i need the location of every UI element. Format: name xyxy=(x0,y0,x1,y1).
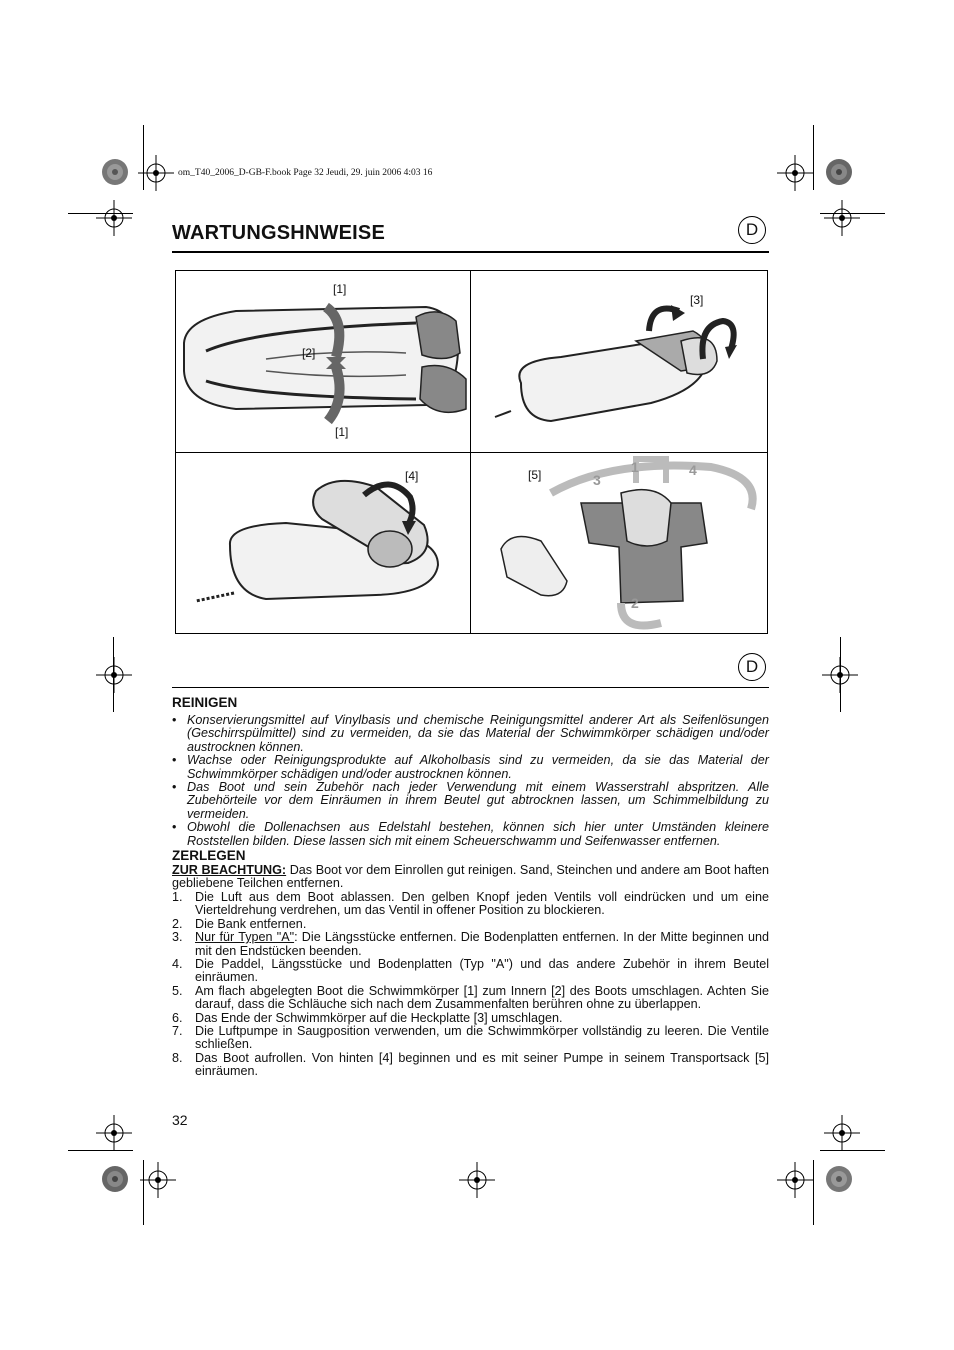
bullet-item: • Wachse oder Reinigungsprodukte auf Alkoholbasis sind zu vermeiden, da sie das Material der Schwimmkörper schädigen und/oder austrocknen können. xyxy=(172,754,769,781)
step-text: Das Boot aufrollen. Von hinten [4] beginnen und es mit seiner Pumpe in seinem Transportsack [5] einräumen. xyxy=(195,1050,769,1079)
step-number-2: 2 xyxy=(631,595,639,611)
attention-text: Das Boot vor dem Einrollen gut reinigen. Sand, Steinchen und andere am Boot haften gebliebene Teilchen entfernen. xyxy=(172,863,769,891)
color-target-icon xyxy=(101,158,129,186)
step-text: Die Bank entfernen. xyxy=(195,916,307,931)
registration-mark-icon xyxy=(824,200,860,236)
step-text: Am flach abgelegten Boot die Schwimmkörper [1] zum Innern [2] des Boots umschlagen. Achten Sie darauf, dass die Schläuche sich nach dem Zusammenfalten berühren ohne zu überlappen. xyxy=(195,983,769,1012)
registration-mark-icon xyxy=(140,1162,176,1198)
step-item xyxy=(172,1025,769,1052)
step-item xyxy=(172,1052,769,1079)
step-number: 7. xyxy=(172,1023,183,1038)
step-text: Die Luftpumpe in Saugposition verwenden, um die Schwimmkörper vollständig zu leeren. Die Ventile schließen. xyxy=(195,1023,769,1052)
panel-4-pack-bag xyxy=(471,453,768,634)
step-number: 3. xyxy=(172,930,183,945)
step-text: Die Luft aus dem Boot ablassen. Den gelben Knopf jeden Ventils voll eindrücken und um eine Vierteldrehung verdrehen, um das Ventil in offener Position zu blockieren. xyxy=(195,889,769,918)
step-text: Das Ende der Schwimmkörper auf die Heckplatte [3] umschlagen. xyxy=(195,1010,563,1025)
registration-mark-icon xyxy=(96,1115,132,1151)
language-badge-lower: D xyxy=(738,653,766,681)
color-target-icon xyxy=(101,1165,129,1193)
registration-mark-icon xyxy=(96,657,132,693)
bullet-item: • Obwohl die Dollenachsen aus Edelstahl bestehen, können sich hier unter Umständen kleinere Roststellen bilden. Diese lassen sich mit einem Scheuerschwamm und Seifenwasser entfernen. xyxy=(172,821,769,848)
language-badge: D xyxy=(738,216,766,244)
folding-illustration xyxy=(175,270,768,634)
bullet-item: • Konservierungsmittel auf Vinylbasis und chemische Reinigungsmittel anderer Art als Seifenlösungen (Geschirrspülmittel) sind zu vermeiden, da sie das Material der Schwimmkörper schädigen und/oder austrocknen können. xyxy=(172,714,769,754)
step-item xyxy=(172,891,769,918)
page-title: WARTUNGSHNWEISE xyxy=(172,222,385,244)
attention-label: ZUR BEACHTUNG: xyxy=(172,863,287,878)
step-text: Die Paddel, Längsstücke und Bodenplatten (Typ "A") und das andere Zubehör in ihrem Beutel einräumen. xyxy=(195,956,769,985)
step-number-4: 4 xyxy=(689,462,697,478)
step-item xyxy=(172,931,769,958)
disassembly-steps xyxy=(172,891,769,1079)
label-bag: [5] xyxy=(528,468,542,482)
registration-mark-icon xyxy=(777,155,813,191)
step-prefix: Nur für Typen "A" xyxy=(195,930,295,945)
step-number: 2. xyxy=(172,916,183,931)
panel-1-boat-folding xyxy=(176,271,470,452)
page-number: 32 xyxy=(172,1112,188,1128)
step-number-3: 3 xyxy=(593,472,601,488)
step-item xyxy=(172,985,769,1012)
color-target-icon xyxy=(825,1165,853,1193)
registration-mark-icon xyxy=(777,1162,813,1198)
bullet-item: • Das Boot und sein Zubehör nach jeder Verwendung mit einem Wasserstrahl abspritzen. Alle Zubehörteile vor dem Einräumen in ihrem Beutel gut abtrocknen lassen, um Schimmelbildung zu vermeiden. xyxy=(172,781,769,821)
label-float-top: [1] xyxy=(333,282,347,296)
attention-note xyxy=(172,864,769,891)
section-rule xyxy=(172,687,769,688)
registration-mark-icon xyxy=(96,200,132,236)
step-number: 4. xyxy=(172,956,183,971)
registration-mark-icon xyxy=(824,1115,860,1151)
label-transom: [3] xyxy=(690,293,704,307)
step-number-1: 1 xyxy=(631,459,639,475)
step-item xyxy=(172,958,769,985)
label-rear: [4] xyxy=(405,469,419,483)
cleaning-bullets xyxy=(172,714,769,848)
panel-3-rolling xyxy=(176,453,470,634)
label-inner: [2] xyxy=(302,346,316,360)
section-heading-cleaning: REINIGEN xyxy=(172,695,238,710)
panel-2-fold-to-transom xyxy=(471,271,768,452)
step-number: 1. xyxy=(172,889,183,904)
step-item xyxy=(172,1012,769,1025)
step-item xyxy=(172,918,769,931)
registration-mark-icon xyxy=(459,1162,495,1198)
registration-mark-icon xyxy=(138,155,174,191)
registration-mark-icon xyxy=(822,657,858,693)
step-number: 5. xyxy=(172,983,183,998)
title-rule xyxy=(172,251,769,253)
section-heading-disassembly: ZERLEGEN xyxy=(172,848,246,864)
maintenance-text xyxy=(172,695,769,1079)
step-number: 8. xyxy=(172,1050,183,1065)
step-number: 6. xyxy=(172,1010,183,1025)
color-target-icon xyxy=(825,158,853,186)
label-float-bottom: [1] xyxy=(335,425,349,439)
print-header: om_T40_2006_D-GB-F.book Page 32 Jeudi, 29. juin 2006 4:03 16 xyxy=(178,168,433,178)
step-text: : Die Längsstücke entfernen. Die Bodenplatten entfernen. In der Mitte beginnen und mit den Endstücken beenden. xyxy=(195,930,770,958)
